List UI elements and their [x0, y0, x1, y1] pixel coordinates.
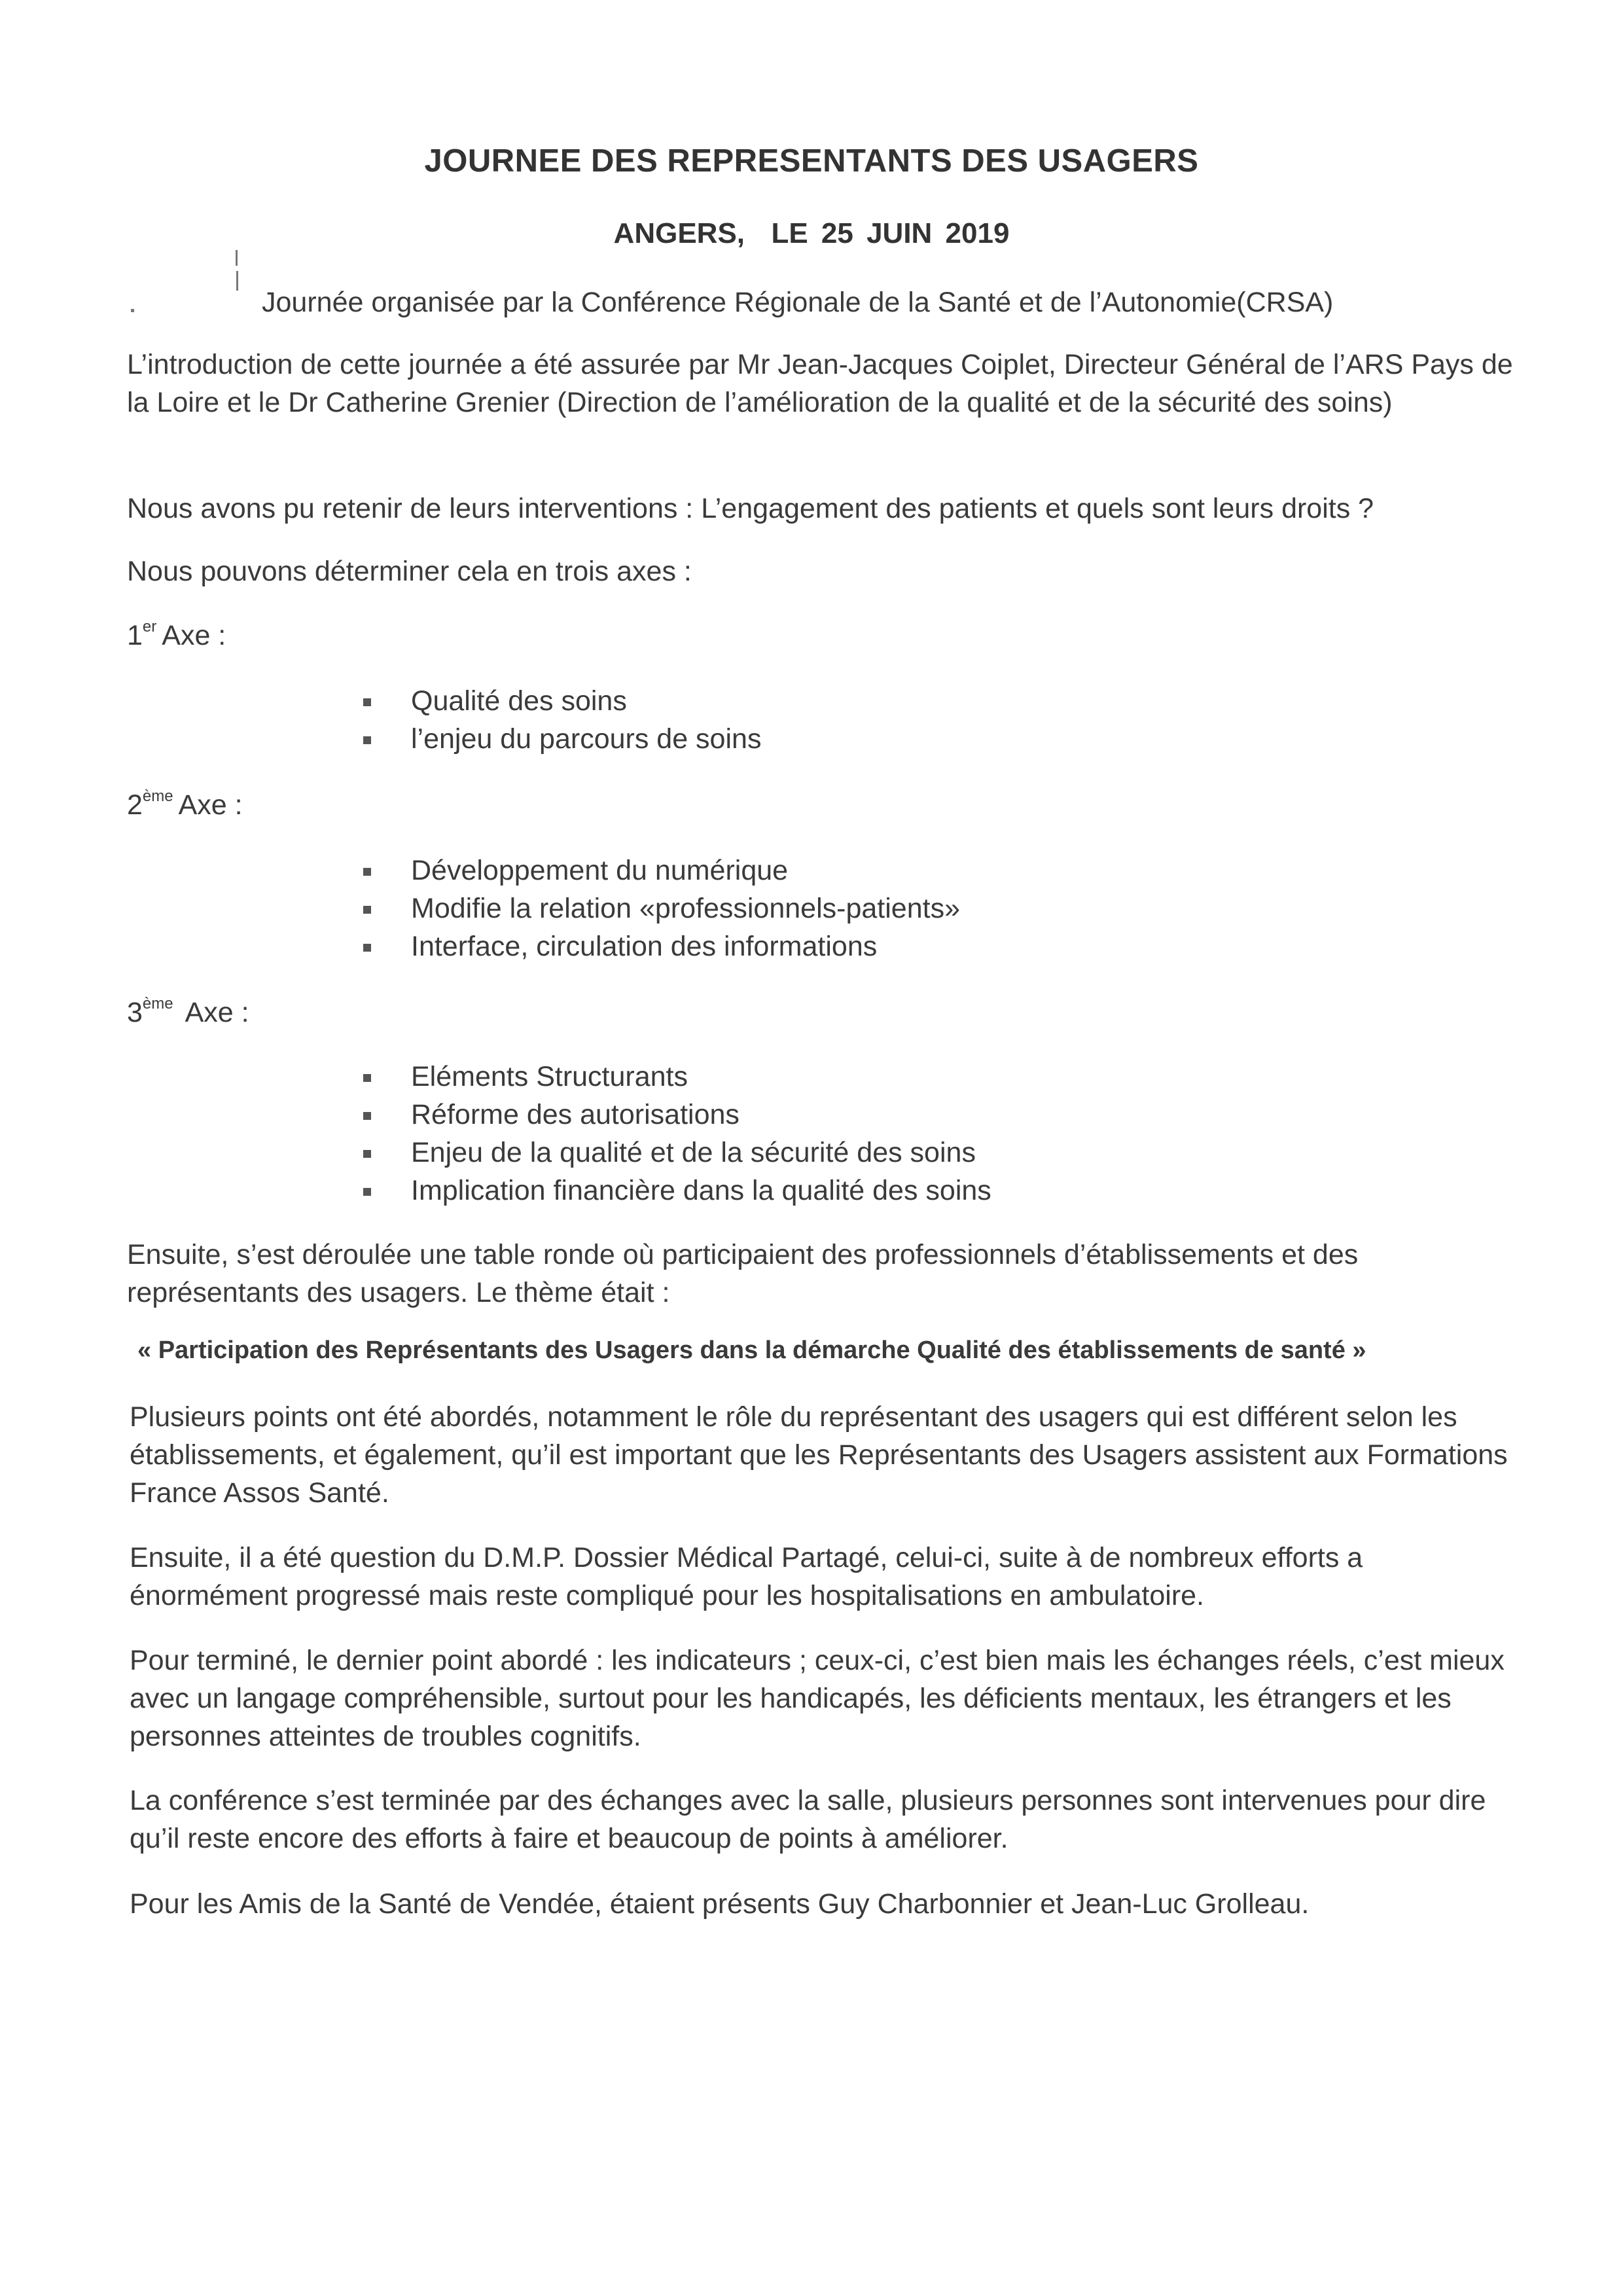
- axis-1-heading: [127, 618, 226, 652]
- list-item-text: Interface, circulation des informations: [411, 931, 878, 962]
- document-title: JOURNEE DES REPRESENTANTS DES USAGERS: [424, 143, 1199, 179]
- axis-label: Axe :: [178, 789, 243, 821]
- axis-3-heading: [127, 995, 249, 1029]
- list-item-text: Qualité des soins: [411, 685, 627, 717]
- discussion-paragraph-4: La conférence s’est terminée par des échanges avec la salle, plusieurs personnes sont intervenues pour dire qu’il reste encore des efforts à faire et beaucoup de points à améliorer.: [130, 1785, 1486, 1854]
- list-item-text: Implication financière dans la qualité des soins: [411, 1175, 991, 1206]
- axis-2-list: [363, 852, 960, 965]
- bullet-icon: [363, 868, 371, 876]
- list-item-text: Réforme des autorisations: [411, 1099, 740, 1130]
- bullet-icon: [363, 698, 371, 706]
- bullet-icon: [363, 944, 371, 952]
- list-item-text: Enjeu de la qualité et de la sécurité des soins: [411, 1137, 976, 1168]
- scan-artifact-mark: [236, 271, 238, 291]
- list-item: [363, 1058, 991, 1096]
- axis-ordinal: ème: [142, 787, 173, 805]
- list-item: [363, 889, 960, 927]
- list-item: [363, 852, 960, 889]
- bullet-icon: [363, 1188, 371, 1196]
- closing-paragraph: Pour les Amis de la Santé de Vendée, étaient présents Guy Charbonnier et Jean-Luc Grolleau.: [130, 1888, 1310, 1920]
- discussion-paragraph-1: Plusieurs points ont été abordés, notamment le rôle du représentant des usagers qui est différent selon les établissements, et également, qu’il est important que les Représentants des Usagers assistent aux Formations France Assos Santé.: [130, 1401, 1508, 1509]
- list-item-text: Modifie la relation «professionnels-patients»: [411, 893, 960, 924]
- roundtable-paragraph: Ensuite, s’est déroulée une table ronde où participaient des professionnels d’établissements et des représentants des usagers. Le thème était :: [127, 1239, 1359, 1308]
- axis-2-heading: [127, 787, 243, 821]
- bullet-icon: [363, 1074, 371, 1082]
- axis-ordinal: ème: [142, 995, 173, 1013]
- discussion-paragraph-3: Pour terminé, le dernier point abordé : les indicateurs ; ceux-ci, c’est bien mais les échanges réels, c’est mieux avec un langage compréhensible, surtout pour les handicapés, les déficients mentaux, les étrangers et les personnes atteintes de troubles cognitifs.: [130, 1645, 1505, 1752]
- list-item: [363, 1134, 991, 1172]
- axis-1-list: [363, 682, 761, 758]
- axis-number: 3: [127, 997, 143, 1028]
- organizer-line: Journée organisée par la Conférence Régionale de la Santé et de l’Autonomie(CRSA): [262, 287, 1334, 318]
- list-item-text: Eléments Structurants: [411, 1061, 688, 1092]
- axis-label: Axe :: [162, 620, 226, 651]
- list-item: [363, 1096, 991, 1134]
- axis-number: 1: [127, 620, 143, 651]
- list-item: [363, 1172, 991, 1210]
- bullet-icon: [363, 1112, 371, 1120]
- list-item: [363, 927, 960, 965]
- axes-intro-paragraph: Nous pouvons déterminer cela en trois axes :: [127, 556, 692, 587]
- bullet-icon: [363, 1150, 371, 1158]
- bullet-icon: [363, 906, 371, 914]
- discussion-paragraph-2: Ensuite, il a été question du D.M.P. Dossier Médical Partagé, celui-ci, suite à de nombreux efforts a énormément progressé mais reste compliqué pour les hospitalisations en ambulatoire.: [130, 1542, 1363, 1611]
- roundtable-theme: « Participation des Représentants des Usagers dans la démarche Qualité des établissements de santé »: [137, 1336, 1366, 1364]
- intro-paragraph: L’introduction de cette journée a été assurée par Mr Jean-Jacques Coiplet, Directeur Général de l’ARS Pays de la Loire et le Dr Catherine Grenier (Direction de l’amélioration de la qualité et de la sécurité des soins): [127, 349, 1513, 418]
- axis-ordinal: er: [142, 618, 157, 636]
- interventions-paragraph: Nous avons pu retenir de leurs interventions : L’engagement des patients et quels sont leurs droits ?: [127, 493, 1374, 524]
- axis-number: 2: [127, 789, 143, 821]
- axis-3-list: [363, 1058, 991, 1210]
- document-subtitle: ANGERS, LE 25 JUIN 2019: [613, 217, 1010, 249]
- list-item-text: l’enjeu du parcours de soins: [411, 723, 762, 755]
- list-item-text: Développement du numérique: [411, 855, 789, 886]
- axis-label: Axe :: [185, 997, 249, 1028]
- list-item: [363, 720, 761, 758]
- scan-artifact-mark: [236, 250, 238, 266]
- scan-artifact-dot: [131, 309, 134, 312]
- list-item: [363, 682, 761, 720]
- bullet-icon: [363, 736, 371, 744]
